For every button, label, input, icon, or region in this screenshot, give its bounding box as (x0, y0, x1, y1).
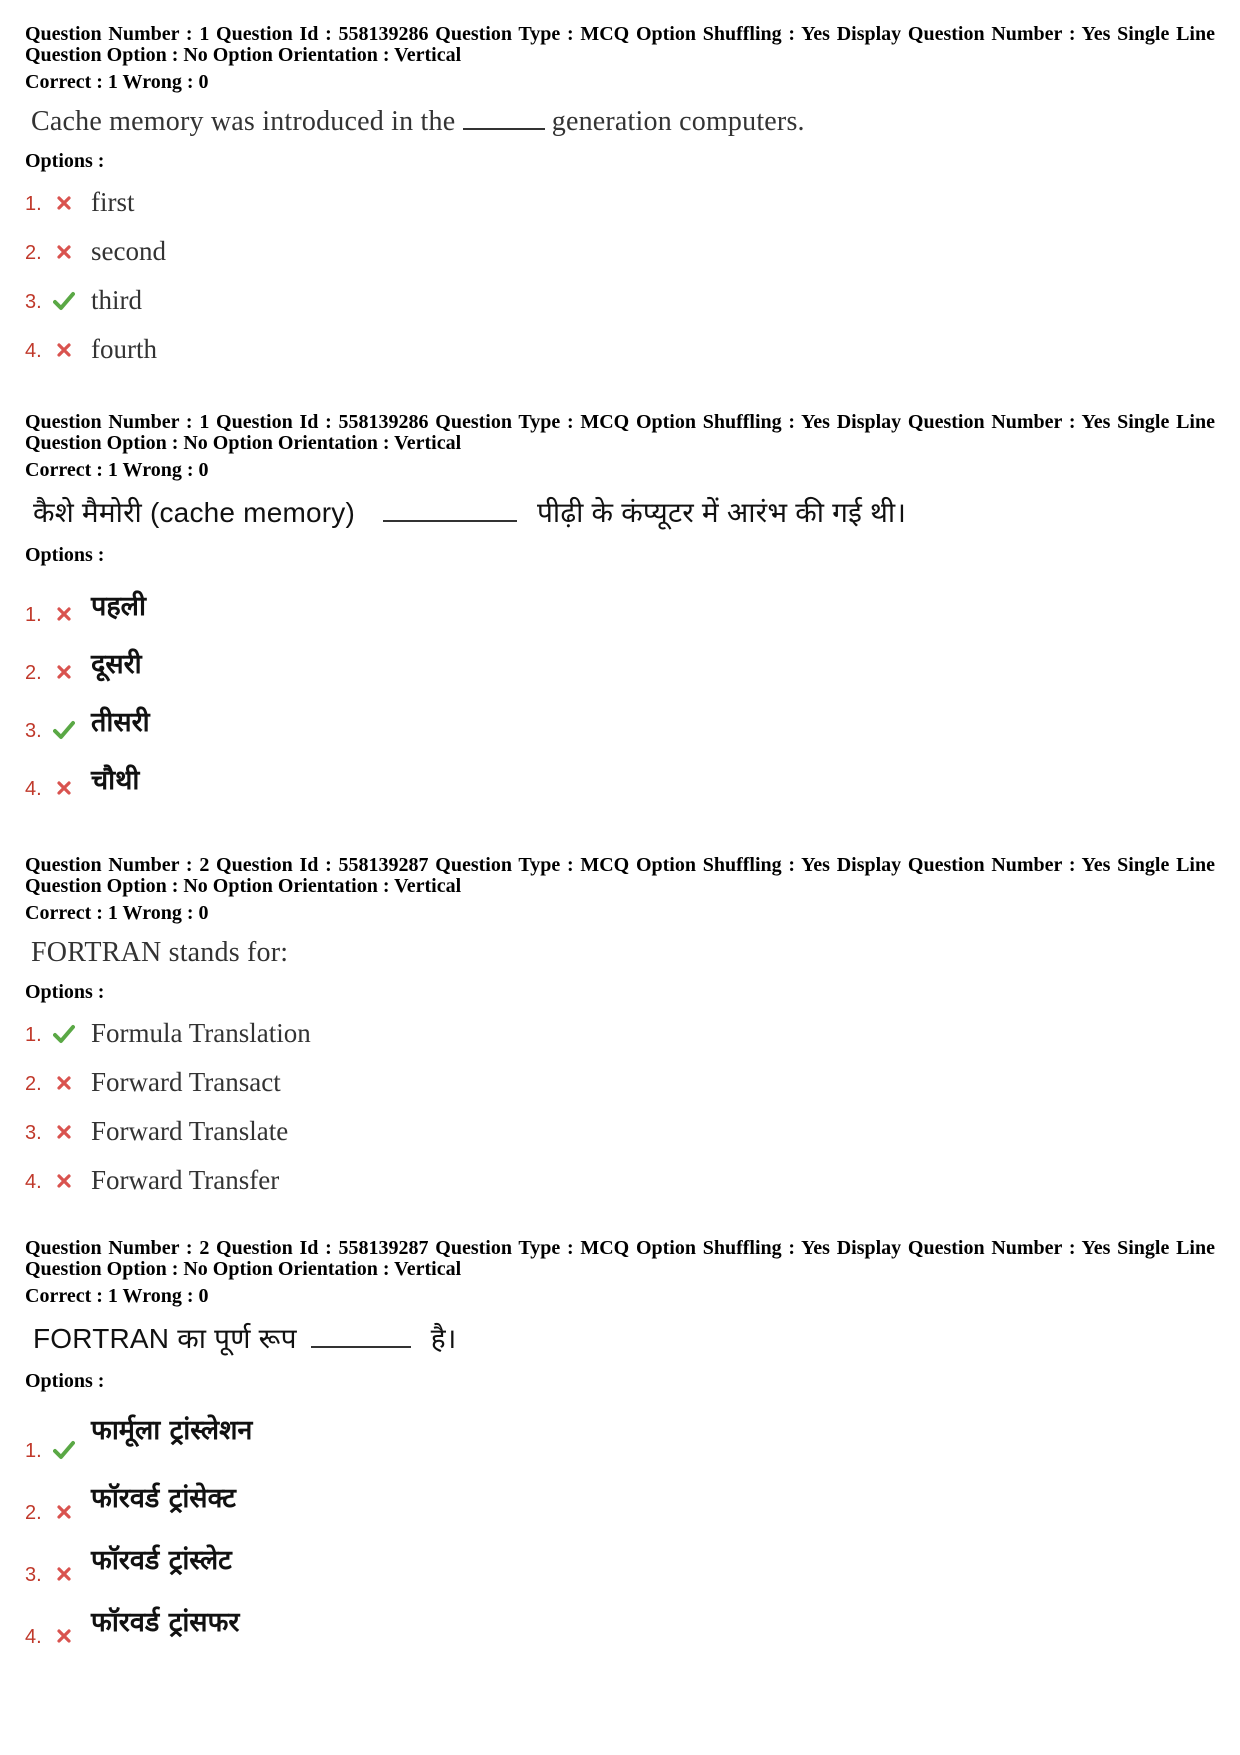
cross-icon (53, 1170, 75, 1192)
option-number: 3. (25, 291, 42, 313)
options-label: Options : (25, 981, 105, 1003)
option-text: फॉरवर्ड ट्रांसफर (91, 1607, 240, 1638)
option-item (25, 631, 1215, 689)
score-line: Correct : 1 Wrong : 0 (25, 71, 209, 93)
option-number: 2. (25, 242, 42, 264)
check-icon (53, 1439, 75, 1461)
question-text-after: generation computers. (551, 106, 805, 137)
option-number: 4. (25, 1626, 42, 1648)
question-meta: Question Number : 2 Question Id : 558139287 Question Type : MCQ Option Shuffling : Yes Display Question Number : Yes Single Line Question Option : No Option Orientation : Vertical (25, 1237, 1215, 1280)
cross-icon (53, 1501, 75, 1523)
option-number: 2. (25, 662, 42, 684)
option-text: fourth (91, 334, 157, 364)
options-label: Options : (25, 150, 105, 172)
question-text (25, 101, 1215, 143)
cross-icon (53, 661, 75, 683)
option-item (25, 1102, 1215, 1151)
options-label: Options : (25, 1370, 105, 1392)
check-icon (53, 290, 75, 312)
question-meta: Question Number : 1 Question Id : 558139286 Question Type : MCQ Option Shuffling : Yes Display Question Number : Yes Single Line Question Option : No Option Orientation : Vertical (25, 23, 1215, 66)
score-line: Correct : 1 Wrong : 0 (25, 459, 209, 481)
cross-icon (53, 777, 75, 799)
question-text (25, 1315, 1215, 1363)
question-block-2 (25, 412, 1215, 805)
options-list (25, 573, 1215, 805)
option-text: फॉरवर्ड ट्रांस्लेट (91, 1545, 232, 1576)
option-text: second (91, 236, 166, 266)
cross-icon (53, 1072, 75, 1094)
option-number: 3. (25, 1122, 42, 1144)
option-item (25, 689, 1215, 747)
question-meta: Question Number : 2 Question Id : 558139287 Question Type : MCQ Option Shuffling : Yes Display Question Number : Yes Single Line Question Option : No Option Orientation : Vertical (25, 854, 1215, 897)
question-block-1 (25, 24, 1215, 369)
option-number: 4. (25, 340, 42, 362)
question-text-before: Cache memory was introduced in the (31, 106, 456, 137)
cross-icon (53, 603, 75, 625)
option-text: Forward Transact (91, 1067, 281, 1097)
options-list (25, 173, 1215, 369)
answer-blank (311, 1346, 411, 1348)
question-text-before: FORTRAN का पूर्ण रूप (33, 1323, 297, 1354)
option-text: चौथी (91, 765, 140, 796)
option-number: 3. (25, 720, 42, 742)
option-text: पहली (91, 591, 146, 622)
check-icon (53, 719, 75, 741)
option-item (25, 747, 1215, 805)
option-text: Formula Translation (91, 1018, 311, 1048)
option-number: 1. (25, 193, 42, 215)
score-line: Correct : 1 Wrong : 0 (25, 1285, 209, 1307)
question-text (25, 489, 1215, 537)
question-text (25, 932, 1215, 974)
cross-icon (53, 192, 75, 214)
check-icon (53, 1023, 75, 1045)
options-label: Options : (25, 544, 105, 566)
option-text: third (91, 285, 142, 315)
option-text: Forward Transfer (91, 1165, 280, 1195)
option-number: 2. (25, 1073, 42, 1095)
cross-icon (53, 241, 75, 263)
option-item (25, 1529, 1215, 1591)
option-item (25, 222, 1215, 271)
option-item (25, 1151, 1215, 1200)
option-number: 1. (25, 1024, 42, 1046)
answer-blank (383, 520, 517, 522)
option-item (25, 1591, 1215, 1653)
cross-icon (53, 1563, 75, 1585)
cross-icon (53, 1625, 75, 1647)
score-line: Correct : 1 Wrong : 0 (25, 902, 209, 924)
option-item (25, 1053, 1215, 1102)
option-text: दूसरी (91, 649, 142, 680)
option-item (25, 320, 1215, 369)
option-number: 1. (25, 604, 42, 626)
options-list (25, 1401, 1215, 1653)
question-text-before: FORTRAN stands for: (31, 937, 289, 968)
option-number: 2. (25, 1502, 42, 1524)
cross-icon (53, 339, 75, 361)
option-item (25, 271, 1215, 320)
option-item (25, 1004, 1215, 1053)
option-item (25, 1467, 1215, 1529)
option-text: फार्मूला ट्रांस्लेशन (91, 1415, 253, 1446)
question-meta: Question Number : 1 Question Id : 558139286 Question Type : MCQ Option Shuffling : Yes Display Question Number : Yes Single Line Question Option : No Option Orientation : Vertical (25, 411, 1215, 454)
question-text-after: है। (430, 1323, 457, 1354)
option-item (25, 573, 1215, 631)
option-number: 4. (25, 1171, 42, 1193)
option-text: तीसरी (91, 707, 150, 738)
option-text: first (91, 187, 135, 217)
option-number: 4. (25, 778, 42, 800)
option-item (25, 1401, 1215, 1467)
option-number: 3. (25, 1564, 42, 1586)
cross-icon (53, 1121, 75, 1143)
answer-blank (463, 128, 545, 130)
question-block-4 (25, 1238, 1215, 1653)
question-text-after: पीढ़ी के कंप्यूटर में आरंभ की गई थी। (536, 497, 907, 528)
option-item (25, 173, 1215, 222)
question-block-3 (25, 855, 1215, 1200)
options-list (25, 1004, 1215, 1200)
option-text: फॉरवर्ड ट्रांसेक्ट (91, 1483, 236, 1514)
option-text: Forward Translate (91, 1116, 289, 1146)
option-number: 1. (25, 1440, 42, 1462)
question-text-before: कैशे मैमोरी (cache memory) (33, 497, 356, 528)
